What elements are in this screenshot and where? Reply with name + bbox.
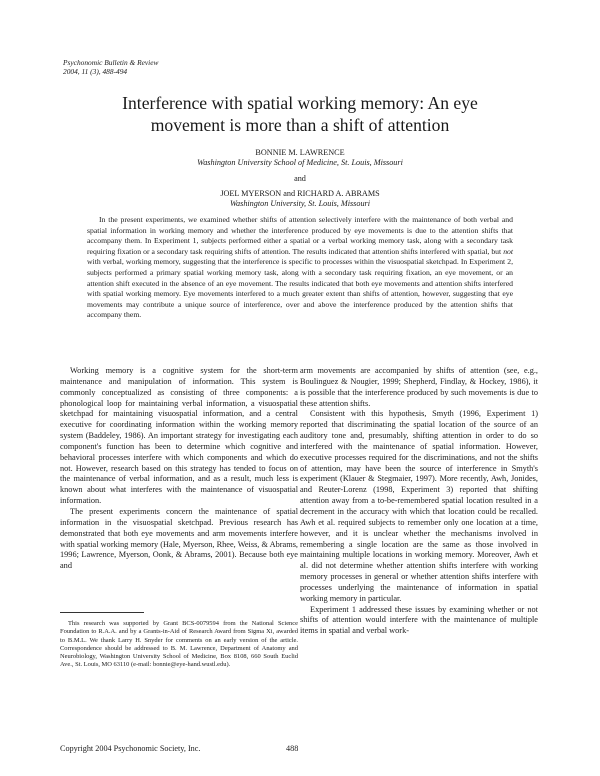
abstract [87, 215, 513, 321]
author-note-footnote: This research was supported by Grant BCS-0079594 from the National Science Foundation to R.A.A. and by a Grants-in-Aid of Research Award from Sigma Xi, awarded to B.M.L. We thank Larry H. Snyder for comments on an early version of the article. Correspondence should be addressed to B. M. Lawrence, Department of Anatomy and Neurobiology, Washington University School of Medicine, Box 8108, 660 South Euclid Ave., St. Louis, MO 63110 (e-mail: bonnie@eye-hand.wustl.edu). [60, 620, 298, 669]
abstract-text-b: with verbal, working memory, suggesting that the interference is specific to processes within the visuospatial sketchpad. In Experiment 2, subjects performed a primary spatial working memory task, along with a secondary task requiring fixation, an eye movement, or an attention shift executed in the absence of an eye movement. The results indicated that both eye movements and attention shifts interfered with spatial working memory. Eye movements interfered to a much greater extent than shifts of attention, however, suggesting that eye movements may contribute a unique source of interference, over and above the interference produced by the attention shifts that accompany them. [87, 257, 513, 320]
copyright-notice: Copyright 2004 Psychonomic Society, Inc. [60, 744, 201, 753]
journal-volume: 2004, 11 (3), 488-494 [63, 67, 128, 76]
right-column [300, 366, 538, 637]
abstract-text-a: In the present experiments, we examined whether shifts of attention selectively interfere with the maintenance of both verbal and spatial information in working memory and whether the interference produced by eye movements is due to the attention shifts that accompany them. In Experiment 1, subjects performed either a spatial or a verbal working memory task, along with a secondary task requiring fixation or a secondary task requiring shifts of attention. The results indicated that attention shifts interfered with spatial, but [87, 215, 513, 256]
intro-paragraph-3: arm movements are accompanied by shifts of attention (see, e.g., Boulinguez & Nougier, 1999; Shepherd, Findlay, & Hockey, 1986), it is possible that the interference produced by such movements is due to these attention shifts. [300, 366, 538, 408]
intro-paragraph-5: Experiment 1 addressed these issues by examining whether or not shifts of attention would interfere with the maintenance of multiple items in spatial and verbal work- [300, 604, 538, 636]
intro-paragraph-4: Consistent with this hypothesis, Smyth (1996, Experiment 1) reported that discriminating the spatial location of the source of an auditory tone and, presumably, shifting attention in order to do so interfered with the maintenance of spatial information. However, executive processes required for the discriminations, and not the shifts of attention, may have been the source of interference in Smyth's experiment (Klauer & Stegmaier, 1997). More recently, Awh, Jonides, and Reuter-Lorenz (1998, Experiment 3) reported that shifting attention away from a to-be-remembered spatial location resulted in a decrement in the accuracy with which that location could be recalled. Awh et al. required subjects to remember only one location at a time, however, and it is unclear whether the mechanisms involved in remembering a single location are the same as those involved in maintaining multiple locations in working memory. Moreover, Awh et al. did not determine whether attention shifts interfere with working memory processes in general or whether attention shifts interfere with processes underlying the maintenance of information in spatial working memory in particular. [300, 409, 538, 603]
author-1: BONNIE M. LAWRENCE [255, 148, 345, 157]
abstract-emphasis: not [503, 246, 514, 256]
intro-paragraph-1: Working memory is a cognitive system for the short-term maintenance and manipulation of information. This system is commonly conceptualized as consisting of three components: a phonological loop for maintaining verbal information, a visuospatial sketchpad for maintaining visuospatial information, and a central executive for coordinating information within the working memory system (Baddeley, 1986). An important strategy for investigating each component's function has been to determine which cognitive and behavioral processes interfere with which components and which do not. However, research based on this strategy has tended to focus on the maintenance of verbal information, and as a result, much less is known about what interferes with the maintenance of visuospatial information. [60, 366, 298, 506]
title-line-1: Interference with spatial working memory: An eye [122, 93, 478, 113]
journal-name: Psychonomic Bulletin & Review [63, 58, 159, 67]
affiliation-2: Washington University, St. Louis, Missouri [229, 199, 371, 208]
left-column [60, 366, 298, 572]
journal-citation [63, 58, 158, 76]
affiliation-1: Washington University School of Medicine, St. Louis, Missouri [197, 158, 403, 167]
intro-paragraph-2: The present experiments concern the maintenance of spatial information in the visuospatial sketchpad. Previous research has demonstrated that both eye movements and arm movements interfere with spatial working memory (Hale, Myerson, Rhee, Weiss, & Abrams, 1996; Lawrence, Myerson, Oonk, & Abrams, 2001). Because both eye and [60, 506, 298, 571]
page-number: 488 [286, 744, 299, 753]
title-line-2: movement is more than a shift of attention [150, 115, 450, 135]
footnote-rule [60, 612, 144, 613]
author-2: JOEL MYERSON and RICHARD A. ABRAMS [220, 189, 380, 198]
article-title [60, 92, 540, 136]
author-conjunction: and [294, 174, 306, 183]
